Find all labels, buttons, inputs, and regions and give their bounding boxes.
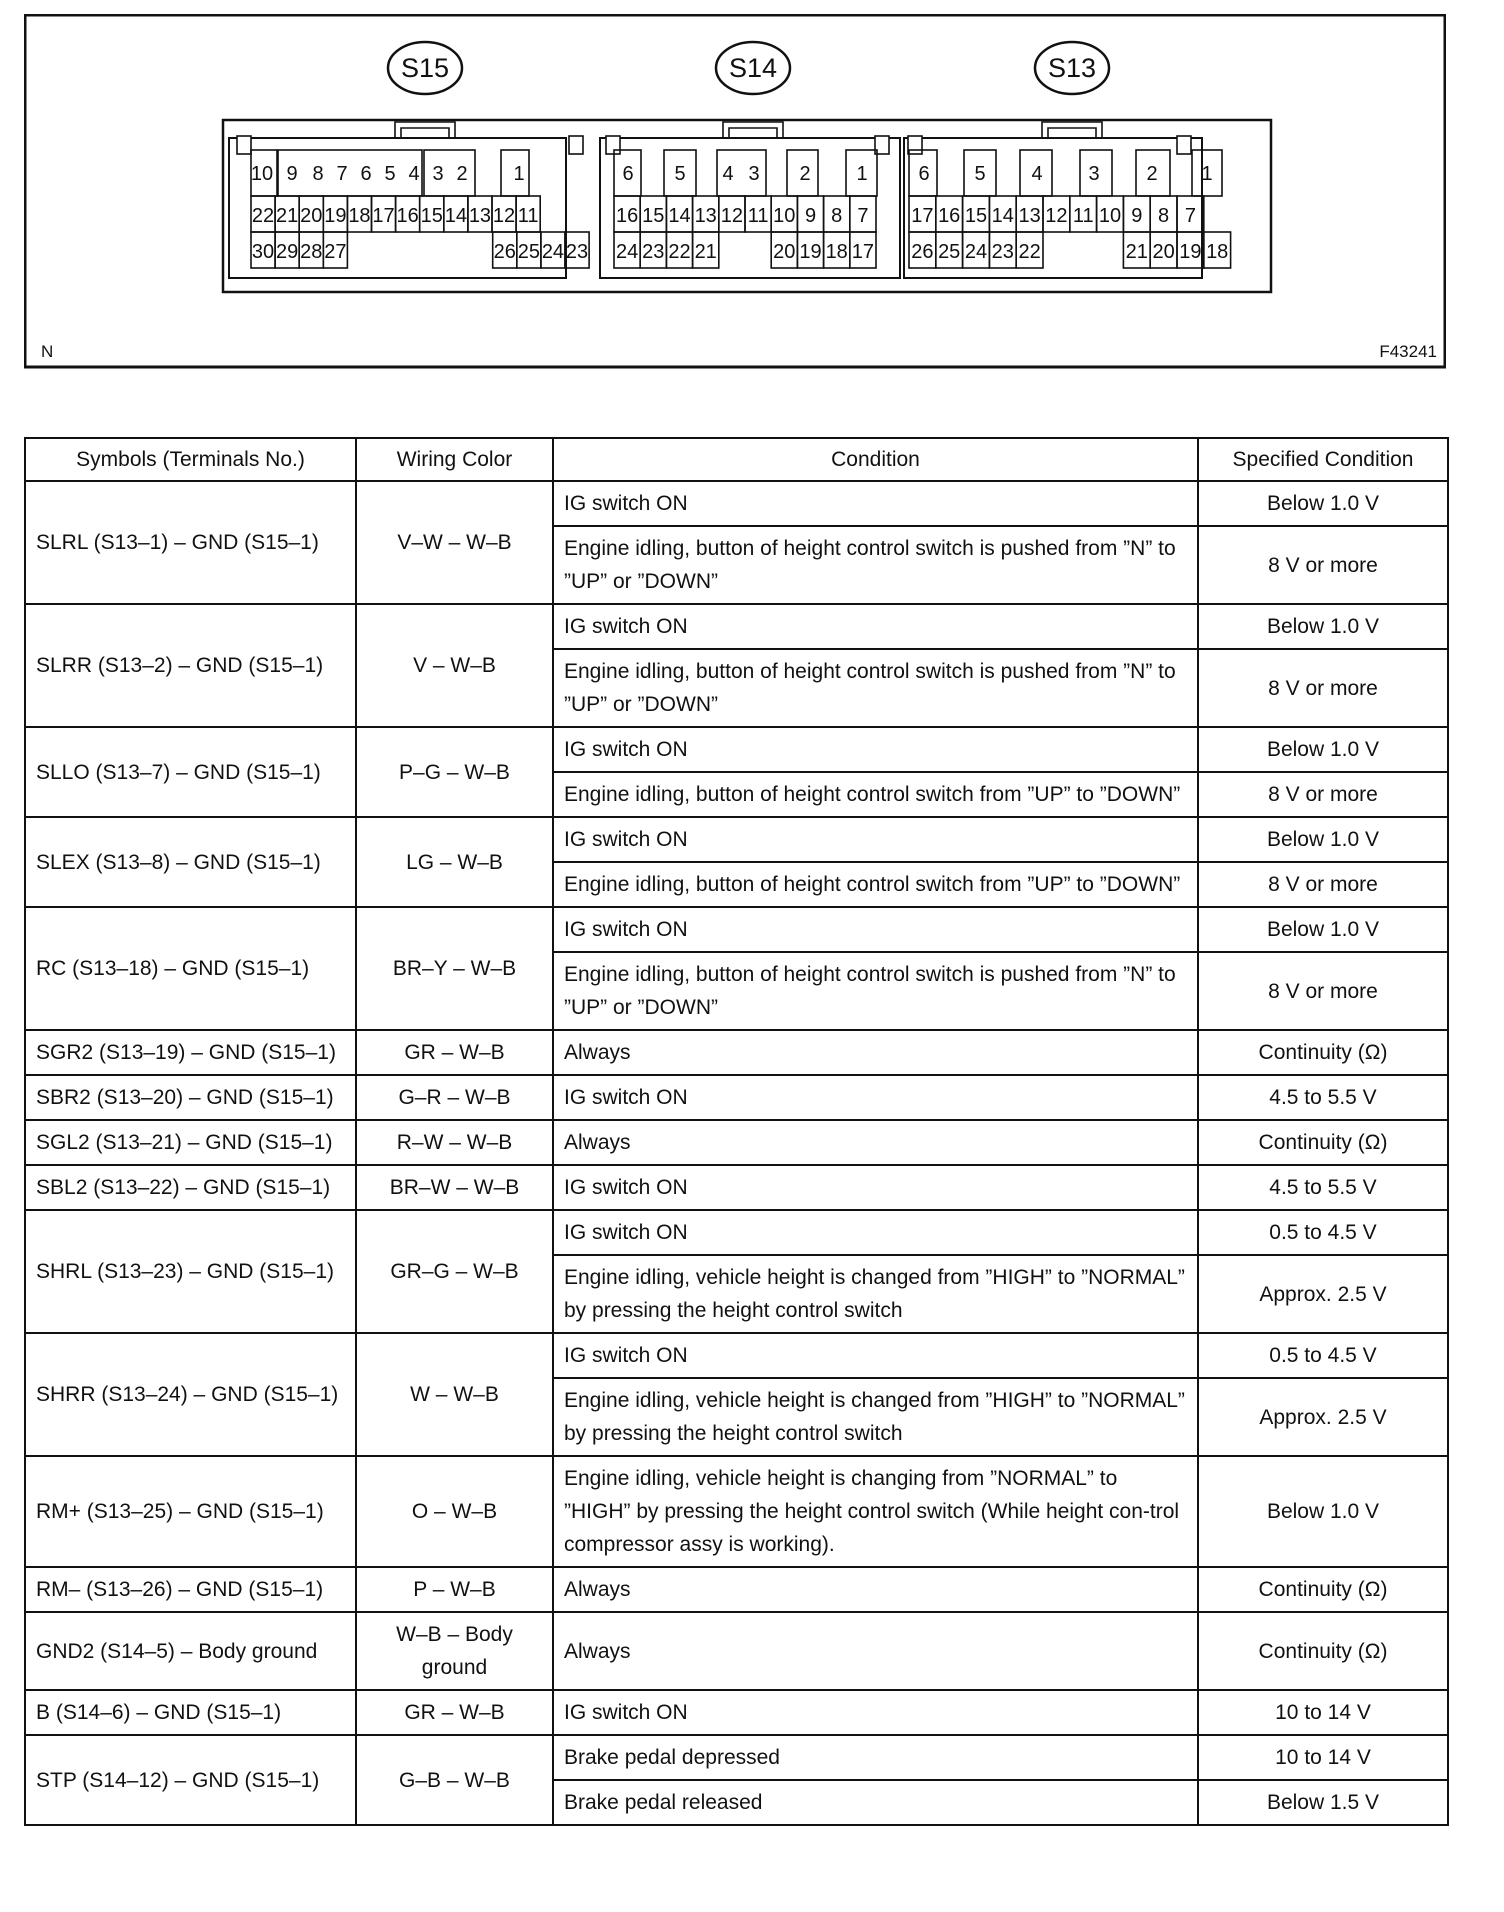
figure-code: F43241 — [1379, 342, 1437, 361]
cell-specified-condition: 10 to 14 V — [1198, 1690, 1448, 1735]
pin-s14-17: 17 — [851, 241, 875, 263]
cell-condition: Always — [553, 1612, 1198, 1690]
cell-specified-condition: 8 V or more — [1198, 526, 1448, 604]
table-row — [25, 1735, 1448, 1780]
cell-condition: Engine idling, button of height control switch is pushed from ”N” to ”UP” or ”DOWN” — [553, 649, 1198, 727]
pin-s15-28: 28 — [300, 241, 323, 263]
cell-condition: IG switch ON — [553, 727, 1198, 772]
pin-s15-17: 17 — [372, 205, 395, 227]
pin-s15-14: 14 — [444, 205, 467, 227]
table-row — [25, 1075, 1448, 1120]
pin-s15-29: 29 — [276, 241, 299, 263]
pin-s13-13: 13 — [1018, 205, 1041, 227]
cell-condition: IG switch ON — [553, 604, 1198, 649]
cell-specified-condition: Approx. 2.5 V — [1198, 1378, 1448, 1456]
cell-specified-condition: 0.5 to 4.5 V — [1198, 1333, 1448, 1378]
table-row — [25, 1030, 1448, 1075]
cell-specified-condition: Approx. 2.5 V — [1198, 1255, 1448, 1333]
pin-s13-12: 12 — [1045, 205, 1068, 227]
pin-s14-16: 16 — [615, 205, 639, 227]
header-symbols: Symbols (Terminals No.) — [25, 438, 356, 481]
table-row — [25, 1567, 1448, 1612]
pin-s13-1: 1 — [1201, 163, 1213, 185]
pin-s13-7: 7 — [1184, 205, 1196, 227]
pin-s14-13: 13 — [694, 205, 717, 227]
connector-tab — [1177, 136, 1191, 154]
pin-s15-11: 11 — [517, 205, 539, 227]
cell-specified-condition: 8 V or more — [1198, 772, 1448, 817]
cell-specified-condition: Below 1.0 V — [1198, 1456, 1448, 1567]
cell-specified-condition: Continuity (Ω) — [1198, 1030, 1448, 1075]
cell-condition: Always — [553, 1120, 1198, 1165]
pin-s13-11: 11 — [1072, 205, 1094, 227]
pin-s15-23: 23 — [565, 241, 589, 263]
cell-condition: IG switch ON — [553, 481, 1198, 526]
cell-condition: IG switch ON — [553, 1165, 1198, 1210]
table-row — [25, 817, 1448, 862]
pin-s15-7: 7 — [336, 163, 348, 185]
pin-s13-17: 17 — [911, 205, 934, 227]
pin-s15-27: 27 — [324, 241, 347, 263]
pin-s15-1: 1 — [513, 163, 525, 185]
connector-tab — [237, 136, 251, 154]
pin-s14-15: 15 — [642, 205, 665, 227]
cell-condition: IG switch ON — [553, 1075, 1198, 1120]
cell-symbol: RM+ (S13–25) – GND (S15–1) — [25, 1456, 356, 1567]
cell-condition: IG switch ON — [553, 1690, 1198, 1735]
pin-s14-6: 6 — [622, 163, 634, 185]
pin-s15-19: 19 — [324, 205, 347, 227]
pin-s15-15: 15 — [420, 205, 443, 227]
header-condition: Condition — [553, 438, 1198, 481]
figure-corner-label: N — [41, 342, 54, 361]
pin-s13-15: 15 — [964, 205, 988, 227]
pin-s15-18: 18 — [348, 205, 371, 227]
pin-s13-8: 8 — [1158, 205, 1170, 227]
pin-s15-12: 12 — [492, 205, 516, 227]
cell-wiring-color: W – W–B — [356, 1333, 553, 1456]
pin-s13-26: 26 — [911, 241, 934, 263]
terminal-table — [24, 437, 1449, 1826]
pin-s14-19: 19 — [799, 241, 822, 263]
cell-wiring-color: V – W–B — [356, 604, 553, 727]
cell-specified-condition: 10 to 14 V — [1198, 1735, 1448, 1780]
table-row — [25, 481, 1448, 526]
cell-symbol: SLEX (S13–8) – GND (S15–1) — [25, 817, 356, 907]
cell-symbol: SLRL (S13–1) – GND (S15–1) — [25, 481, 356, 604]
cell-specified-condition: 0.5 to 4.5 V — [1198, 1210, 1448, 1255]
cell-wiring-color: O – W–B — [356, 1456, 553, 1567]
pin-s14-22: 22 — [668, 241, 691, 263]
pin-s13-4: 4 — [1031, 163, 1043, 185]
pin-s13-20: 20 — [1152, 241, 1175, 263]
table-row — [25, 1456, 1448, 1567]
cell-condition: Brake pedal released — [553, 1780, 1198, 1825]
cell-specified-condition: Below 1.5 V — [1198, 1780, 1448, 1825]
cell-symbol: STP (S14–12) – GND (S15–1) — [25, 1735, 356, 1825]
cell-condition: Engine idling, vehicle height is changed from ”HIGH” to ”NORMAL” by pressing the height control switch — [553, 1255, 1198, 1333]
cell-specified-condition: Below 1.0 V — [1198, 817, 1448, 862]
cell-specified-condition: 8 V or more — [1198, 952, 1448, 1030]
pin-s13-2: 2 — [1146, 163, 1158, 185]
pin-s14-12: 12 — [720, 205, 744, 227]
connector-label: S13 — [1047, 53, 1097, 83]
cell-symbol: SBR2 (S13–20) – GND (S15–1) — [25, 1075, 356, 1120]
cell-condition: Always — [553, 1030, 1198, 1075]
table-row — [25, 1612, 1448, 1690]
pin-s13-22: 22 — [1018, 241, 1041, 263]
table-row — [25, 604, 1448, 649]
cell-specified-condition: 8 V or more — [1198, 862, 1448, 907]
cell-wiring-color: LG – W–B — [356, 817, 553, 907]
connector-label: S14 — [728, 53, 778, 83]
pin-s14-1: 1 — [856, 163, 868, 185]
pin-s15-9: 9 — [286, 163, 298, 185]
pin-s14-7: 7 — [857, 205, 869, 227]
table-header-row — [25, 438, 1448, 481]
cell-symbol: RM– (S13–26) – GND (S15–1) — [25, 1567, 356, 1612]
header-wiring-color: Wiring Color — [356, 438, 553, 481]
cell-condition: Brake pedal depressed — [553, 1735, 1198, 1780]
connector-tab — [569, 136, 583, 154]
pin-s15-4: 4 — [408, 163, 420, 185]
cell-symbol: SLRR (S13–2) – GND (S15–1) — [25, 604, 356, 727]
pin-s15-22: 22 — [251, 205, 275, 227]
pin-s14-5: 5 — [674, 163, 686, 185]
pin-s14-18: 18 — [825, 241, 848, 263]
cell-condition: IG switch ON — [553, 1210, 1198, 1255]
cell-specified-condition: Below 1.0 V — [1198, 604, 1448, 649]
pin-s13-10: 10 — [1098, 205, 1122, 227]
pin-s14-9: 9 — [804, 205, 817, 227]
pin-s15-5: 5 — [384, 163, 396, 185]
pin-s15-8: 8 — [312, 163, 324, 185]
cell-wiring-color: W–B – Body ground — [356, 1612, 553, 1690]
table-row — [25, 1690, 1448, 1735]
pin-s14-21: 21 — [694, 241, 717, 263]
cell-wiring-color: GR – W–B — [356, 1690, 553, 1735]
cell-wiring-color: BR–Y – W–B — [356, 907, 553, 1030]
header-specified-condition: Specified Condition — [1198, 438, 1448, 481]
cell-wiring-color: GR–G – W–B — [356, 1210, 553, 1333]
cell-condition: IG switch ON — [553, 817, 1198, 862]
pin-s13-6: 6 — [918, 163, 930, 185]
pin-s15-3: 3 — [432, 163, 444, 185]
pin-s15-25: 25 — [517, 241, 540, 263]
cell-wiring-color: GR – W–B — [356, 1030, 553, 1075]
pin-s13-21: 21 — [1125, 241, 1148, 263]
cell-wiring-color: P – W–B — [356, 1567, 553, 1612]
pin-s13-23: 23 — [991, 241, 1014, 263]
pin-s15-2: 2 — [456, 163, 468, 185]
pin-s15-16: 16 — [396, 205, 419, 227]
pin-s15-26: 26 — [493, 241, 516, 263]
pin-s13-25: 25 — [938, 241, 961, 263]
pin-s13-3: 3 — [1088, 163, 1100, 185]
cell-specified-condition: Below 1.0 V — [1198, 481, 1448, 526]
cell-symbol: SHRR (S13–24) – GND (S15–1) — [25, 1333, 356, 1456]
pin-s14-8: 8 — [831, 205, 843, 227]
pin-s13-14: 14 — [991, 205, 1014, 227]
cell-condition: Engine idling, button of height control switch from ”UP” to ”DOWN” — [553, 862, 1198, 907]
connector-label: S15 — [400, 53, 450, 83]
cell-symbol: SGR2 (S13–19) – GND (S15–1) — [25, 1030, 356, 1075]
pin-s15-10: 10 — [250, 163, 274, 185]
cell-wiring-color: BR–W – W–B — [356, 1165, 553, 1210]
cell-condition: Engine idling, button of height control switch from ”UP” to ”DOWN” — [553, 772, 1198, 817]
pin-s14-24: 24 — [615, 241, 639, 263]
pin-s13-19: 19 — [1179, 241, 1202, 263]
cell-condition: Engine idling, button of height control switch is pushed from ”N” to ”UP” or ”DOWN” — [553, 952, 1198, 1030]
cell-condition: IG switch ON — [553, 907, 1198, 952]
pin-s13-18: 18 — [1206, 241, 1229, 263]
cell-symbol: SHRL (S13–23) – GND (S15–1) — [25, 1210, 356, 1333]
cell-specified-condition: Below 1.0 V — [1198, 727, 1448, 772]
pin-s13-5: 5 — [974, 163, 986, 185]
cell-wiring-color: G–R – W–B — [356, 1075, 553, 1120]
cell-symbol: SLLO (S13–7) – GND (S15–1) — [25, 727, 356, 817]
table-row — [25, 1120, 1448, 1165]
pin-s13-24: 24 — [964, 241, 988, 263]
connector-tab — [606, 136, 620, 154]
pin-s13-9: 9 — [1131, 205, 1143, 227]
cell-specified-condition: 4.5 to 5.5 V — [1198, 1075, 1448, 1120]
cell-specified-condition: Continuity (Ω) — [1198, 1120, 1448, 1165]
pin-s15-6: 6 — [360, 163, 372, 185]
cell-condition: Engine idling, vehicle height is changing from ”NORMAL” to ”HIGH” by pressing the height control switch (While height con-trol compressor assy is working). — [553, 1456, 1198, 1567]
cell-symbol: SBL2 (S13–22) – GND (S15–1) — [25, 1165, 356, 1210]
cell-wiring-color: V–W – W–B — [356, 481, 553, 604]
cell-specified-condition: Continuity (Ω) — [1198, 1612, 1448, 1690]
cell-specified-condition: Below 1.0 V — [1198, 907, 1448, 952]
pin-s15-24: 24 — [541, 241, 565, 263]
table-row — [25, 1333, 1448, 1378]
cell-condition: Always — [553, 1567, 1198, 1612]
table-row — [25, 1165, 1448, 1210]
pin-s14-3: 3 — [748, 163, 760, 185]
cell-specified-condition: 4.5 to 5.5 V — [1198, 1165, 1448, 1210]
cell-symbol: B (S14–6) – GND (S15–1) — [25, 1690, 356, 1735]
cell-symbol: RC (S13–18) – GND (S15–1) — [25, 907, 356, 1030]
connector-figure — [24, 14, 1446, 369]
cell-wiring-color: G–B – W–B — [356, 1735, 553, 1825]
pin-s14-4: 4 — [722, 163, 734, 185]
pin-s14-11: 11 — [747, 205, 769, 227]
cell-symbol: SGL2 (S13–21) – GND (S15–1) — [25, 1120, 356, 1165]
cell-condition: Engine idling, button of height control switch is pushed from ”N” to ”UP” or ”DOWN” — [553, 526, 1198, 604]
pin-s14-14: 14 — [668, 205, 691, 227]
table-row — [25, 1210, 1448, 1255]
pin-s14-23: 23 — [642, 241, 665, 263]
table-row — [25, 727, 1448, 772]
cell-wiring-color: P–G – W–B — [356, 727, 553, 817]
cell-wiring-color: R–W – W–B — [356, 1120, 553, 1165]
pin-s14-20: 20 — [773, 241, 796, 263]
pin-s15-20: 20 — [300, 205, 323, 227]
pin-s14-10: 10 — [773, 205, 796, 227]
table-row — [25, 907, 1448, 952]
pin-s15-13: 13 — [468, 205, 492, 227]
cell-condition: Engine idling, vehicle height is changed from ”HIGH” to ”NORMAL” by pressing the height control switch — [553, 1378, 1198, 1456]
connector-tab — [908, 136, 922, 154]
pin-s14-2: 2 — [799, 163, 811, 185]
pin-s15-21: 21 — [276, 205, 299, 227]
cell-symbol: GND2 (S14–5) – Body ground — [25, 1612, 356, 1690]
cell-specified-condition: 8 V or more — [1198, 649, 1448, 727]
pin-s15-30: 30 — [251, 241, 275, 263]
pin-s13-16: 16 — [938, 205, 961, 227]
cell-specified-condition: Continuity (Ω) — [1198, 1567, 1448, 1612]
cell-condition: IG switch ON — [553, 1333, 1198, 1378]
